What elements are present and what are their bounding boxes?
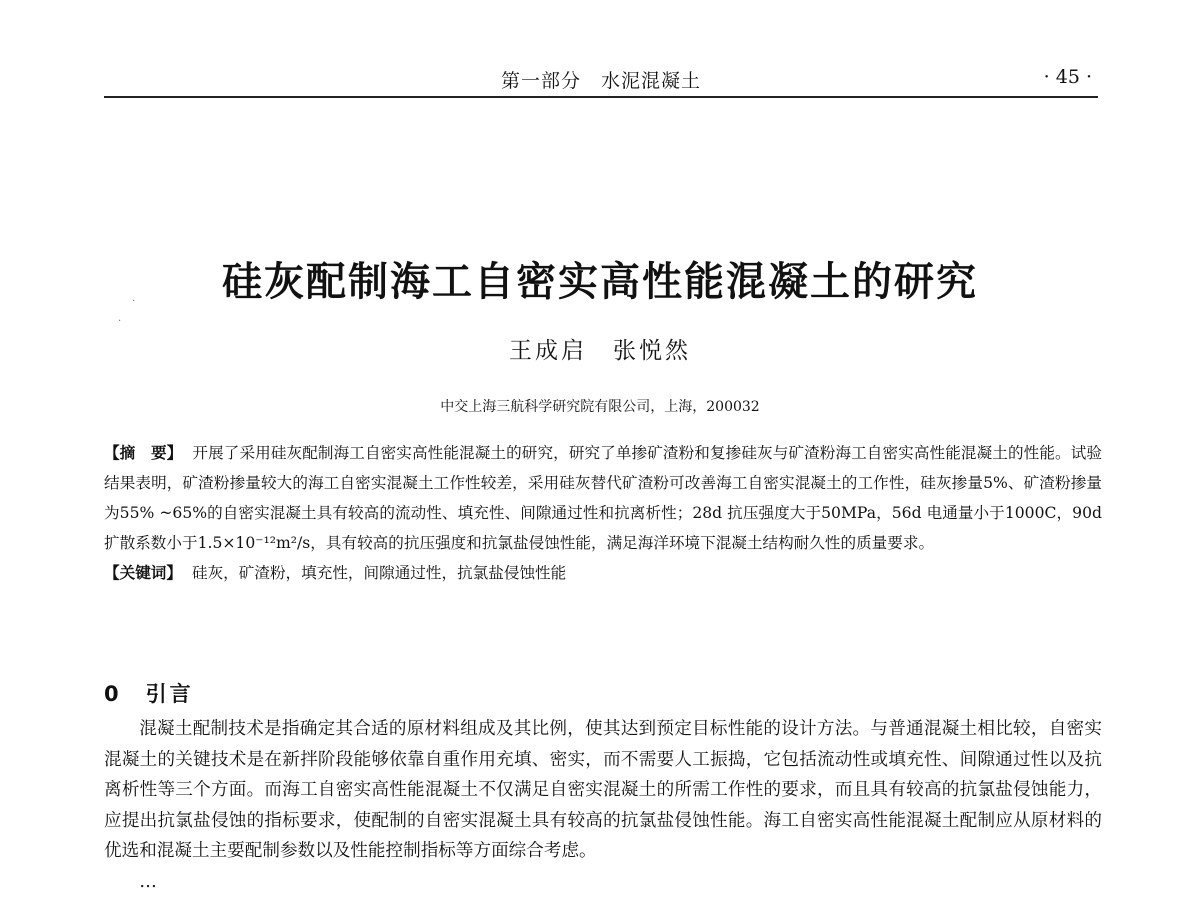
- body-paragraph: 混凝土配制技术是指确定其合适的原材料组成及其比例，使其达到预定目标性能的设计方法。与普通混凝土相比较，自密实混凝土的关键技术是在新拌阶段能够依靠自重作用充填、密实，而不需要人工振捣，它包括流动性或填充性、间隙通过性以及抗离析性等三个方面。而海工自密实高性能混凝土不仅满足自密实混凝土的所需工作性的要求，而且具有较高的抗氯盐侵蚀能力，应提出抗氯盐侵蚀的指标要求，使配制的自密实混凝土具有较高的抗氯盐侵蚀性能。海工自密实高性能混凝土配制应从原材料的优选和混凝土主要配制参数以及性能控制指标等方面综合考虑。: [104, 719, 1102, 861]
- keywords: [104, 558, 1102, 588]
- body-text: [104, 714, 1102, 897]
- authors: 王成启 张悦然: [509, 338, 691, 364]
- keywords-label: 【关键词】: [104, 563, 182, 582]
- scan-speck: ·: [132, 296, 136, 307]
- abstract-label: 【摘 要】: [104, 443, 183, 462]
- abstract-text: 开展了采用硅灰配制海工自密实高性能混凝土的研究，研究了单掺矿渣粉和复掺硅灰与矿渣粉海工自密实高性能混凝土的性能。试验结果表明，矿渣粉掺量较大的海工自密实混凝土工作性较差，采用硅灰替代矿渣粉可改善海工自密实混凝土的工作性，硅灰掺量5%、矿渣粉掺量为55% ~65%的自密实混凝土具有较高的流动性、填充性、间隙通过性和抗离析性；28d 抗压强度大于50MPa，56d 电通量小于1000C，90d 扩散系数小于1.5×10⁻¹²m²/s，具有较高的抗压强度和抗氯盐侵蚀性能，满足海洋环境下混凝土结构耐久性的质量要求。: [104, 444, 1102, 552]
- section-heading: 0 引言: [104, 682, 194, 706]
- paper-title: 硅灰配制海工自密实高性能混凝土的研究: [222, 258, 978, 305]
- abstract-block: [104, 438, 1102, 588]
- running-header: [104, 64, 1098, 98]
- affiliation: 中交上海三航科学研究院有限公司，上海，200032: [440, 399, 760, 415]
- body-paragraph-next: …: [139, 871, 157, 892]
- page-number: · 45 ·: [1043, 66, 1092, 88]
- abstract: [104, 438, 1102, 558]
- header-section-title: 第一部分 水泥混凝土: [500, 70, 701, 92]
- scan-speck: ·: [118, 316, 122, 327]
- keywords-text: 硅灰，矿渣粉，填充性，间隙通过性，抗氯盐侵蚀性能: [191, 564, 567, 582]
